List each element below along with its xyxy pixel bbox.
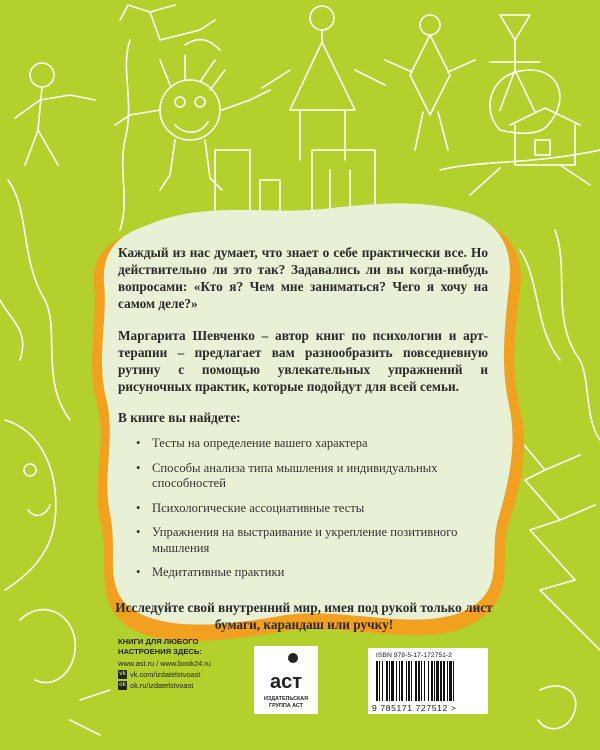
barcode-bar — [436, 661, 439, 701]
barcode-bar — [421, 661, 422, 701]
features-title: В книге вы найдете: — [118, 410, 241, 425]
barcode-bar — [424, 661, 425, 701]
barcode-bar — [401, 661, 403, 701]
publisher-name: ИЗДАТЕЛЬСКАЯ ГРУППА АСТ — [263, 696, 309, 709]
isbn-number: ISBN 978-5-17-172751-2 — [376, 652, 452, 659]
barcode-bar — [379, 661, 380, 701]
feature-item: • Медитативные практики — [152, 565, 462, 581]
barcode-icon — [376, 661, 480, 703]
barcode-bar — [411, 661, 412, 701]
social-link-text: vk.com/izdatelstvoast — [130, 670, 201, 679]
barcode-bar — [376, 661, 378, 701]
feature-item: • Тесты на определение вашего характера — [152, 436, 462, 452]
isbn-barcode — [368, 648, 488, 714]
barcode-bar — [406, 661, 407, 701]
barcode-bar — [434, 661, 435, 701]
author-paragraph: Маргарита Шевченко – автор книг по психологии и арт-терапии – предлагает вам разнообразить повседневную рутину с помощью увлекательных упражнений и рисуночных практик, которые подойдут для всей семьи. — [118, 328, 488, 394]
barcode-bar — [386, 661, 388, 701]
promo-text: КНИГИ ДЛЯ ЛЮБОГО НАСТРОЕНИЯ ЗДЕСЬ: — [118, 637, 202, 656]
vk-icon: vk — [119, 671, 126, 677]
publisher-links — [118, 637, 238, 691]
barcode-bar — [449, 661, 452, 701]
barcode-bar — [440, 661, 442, 701]
features-list — [152, 436, 488, 581]
social-link-ok[interactable] — [118, 680, 238, 691]
logo-lettering: аст — [269, 671, 303, 693]
closing-paragraph: Исследуйте свой внутренний мир, имея под рукой только лист бумаги, карандаш или ручку! — [115, 599, 493, 632]
barcode-bar — [428, 661, 429, 701]
barcode-bar — [415, 661, 417, 701]
barcode-bar — [399, 661, 400, 701]
barcode-bar — [453, 661, 454, 701]
barcode-bar — [391, 661, 394, 701]
social-link-vk[interactable] — [118, 669, 238, 680]
ok-icon: ok — [118, 682, 126, 688]
barcode-bar — [431, 661, 433, 701]
feature-item: • Психологические ассоциативные тесты — [152, 501, 462, 517]
feature-item: • Упражнения на выстраивание и укрепление позитивного мышления — [152, 525, 462, 556]
description-panel — [115, 244, 493, 633]
barcode-bar — [418, 661, 420, 701]
website-links[interactable]: www.ast.ru / www.book24.ru — [118, 659, 211, 668]
barcode-bar — [443, 661, 445, 701]
ast-logo-icon — [263, 650, 309, 694]
feature-item: • Способы анализа типа мышления и индивидуальных способностей — [152, 461, 462, 492]
barcode-bar — [382, 661, 383, 701]
barcode-bar — [389, 661, 390, 701]
social-link-text: ok.ru/izdatelstvoast — [130, 681, 194, 690]
intro-paragraph: Каждый из нас думает, что знает о себе практически все. Но действительно ли это так? Задавались ли вы когда-нибудь вопросами: «Кто я? Чем мне заниматься? Чего я хочу на самом деле?» — [118, 245, 488, 311]
publisher-logo — [254, 646, 318, 714]
barcode-digits: 9 785171 727512 > — [372, 703, 457, 713]
barcode-bar — [408, 661, 410, 701]
barcode-bar — [396, 661, 397, 701]
barcode-bar — [447, 661, 448, 701]
